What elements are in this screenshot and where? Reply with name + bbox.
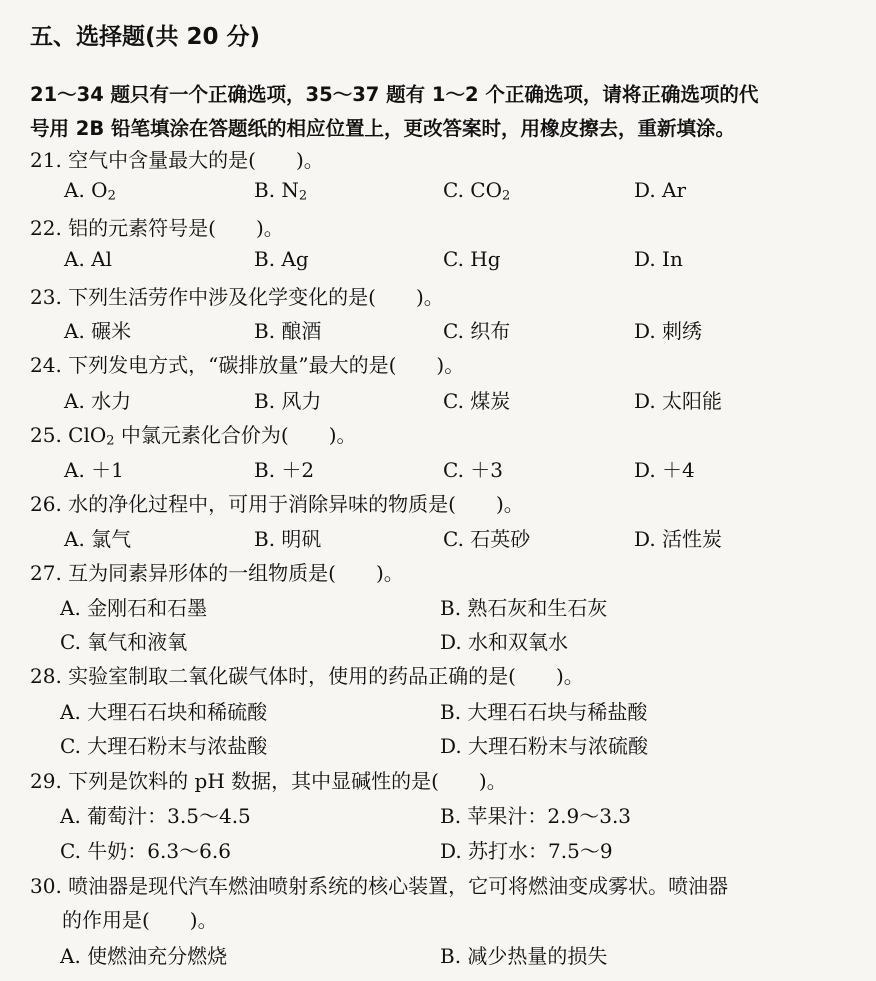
question-24-option-c: C. 煤炭 [443, 389, 511, 413]
question-27-option-c: C. 氧气和液氧 [60, 630, 188, 654]
question-24-stem: 24. 下列发电方式，“碳排放量”最大的是( )。 [30, 353, 465, 377]
question-21-stem: 21. 空气中含量最大的是( )。 [30, 148, 324, 172]
instructions [30, 78, 850, 146]
question-21-option-d: D. Ar [634, 178, 687, 202]
question-22-stem: 22. 铝的元素符号是( )。 [30, 216, 284, 240]
question-25-option-c: C. ＋3 [443, 458, 504, 482]
section-title: 五、选择题(共 20 分) [30, 24, 261, 50]
question-23-option-a: A. 碾米 [64, 319, 132, 343]
question-27-option-b: B. 熟石灰和生石灰 [440, 596, 608, 620]
question-21-option-c: C. $CO_2$ [443, 178, 511, 204]
question-28-option-a: A. 大理石石块和稀硫酸 [60, 700, 268, 724]
question-22-option-a: A. Al [64, 247, 112, 271]
question-29-option-b: B. 苹果汁：2.9～3.3 [440, 804, 632, 828]
instruction-line: 号用 2B 铅笔填涂在答题纸的相应位置上，更改答案时，用橡皮擦去，重新填涂。 [30, 117, 736, 140]
question-24-option-d: D. 太阳能 [634, 389, 723, 413]
question-21-option-b: B. $N_2$ [254, 178, 308, 204]
question-21-option-a: A. $O_2$ [64, 178, 116, 204]
question-23-option-c: C. 织布 [443, 319, 511, 343]
question-29-option-c: C. 牛奶：6.3～6.6 [60, 839, 231, 863]
question-26-stem: 26. 水的净化过程中，可用于消除异味的物质是( )。 [30, 492, 524, 516]
question-29-stem: 29. 下列是饮料的 pH 数据，其中显碱性的是( )。 [30, 769, 507, 793]
question-30-stem: 30. 喷油器是现代汽车燃油喷射系统的核心装置，它可将燃油变成雾状。喷油器 [30, 874, 729, 898]
question-30-option-a: A. 使燃油充分燃烧 [60, 944, 228, 968]
question-28-option-d: D. 大理石粉末与浓硫酸 [440, 734, 649, 758]
question-28-option-c: C. 大理石粉末与浓盐酸 [60, 734, 268, 758]
question-28-option-b: B. 大理石石块与稀盐酸 [440, 700, 648, 724]
question-24-option-b: B. 风力 [254, 389, 322, 413]
question-22-option-b: B. Ag [254, 247, 309, 271]
question-26-option-a: A. 氯气 [64, 527, 132, 551]
question-30-option-b: B. 减少热量的损失 [440, 944, 608, 968]
question-25-option-d: D. ＋4 [634, 458, 695, 482]
instruction-line: 21～34 题只有一个正确选项，35～37 题有 1～2 个正确选项，请将正确选项的代 [30, 83, 759, 106]
question-26-option-b: B. 明矾 [254, 527, 322, 551]
question-23-option-b: B. 酿酒 [254, 319, 322, 343]
question-30-stem-cont: 的作用是( )。 [62, 908, 218, 932]
question-29-option-d: D. 苏打水：7.5～9 [440, 839, 613, 863]
question-27-option-a: A. 金刚石和石墨 [60, 596, 208, 620]
question-26-option-c: C. 石英砂 [443, 527, 531, 551]
question-26-option-d: D. 活性炭 [634, 527, 723, 551]
question-29-option-a: A. 葡萄汁：3.5～4.5 [60, 804, 251, 828]
question-24-option-a: A. 水力 [64, 389, 132, 413]
question-27-option-d: D. 水和双氧水 [440, 630, 569, 654]
question-22-option-d: D. In [634, 247, 683, 271]
question-22-option-c: C. Hg [443, 247, 501, 271]
question-25-option-a: A. ＋1 [64, 458, 124, 482]
question-23-stem: 23. 下列生活劳作中涉及化学变化的是( )。 [30, 285, 444, 309]
question-25-option-b: B. ＋2 [254, 458, 315, 482]
question-23-option-d: D. 刺绣 [634, 319, 703, 343]
question-25-stem: 25. ClO$_2$ 中氯元素化合价为( )。 [30, 423, 357, 449]
question-27-stem: 27. 互为同素异形体的一组物质是( )。 [30, 561, 404, 585]
question-28-stem: 28. 实验室制取二氧化碳气体时，使用的药品正确的是( )。 [30, 664, 584, 688]
